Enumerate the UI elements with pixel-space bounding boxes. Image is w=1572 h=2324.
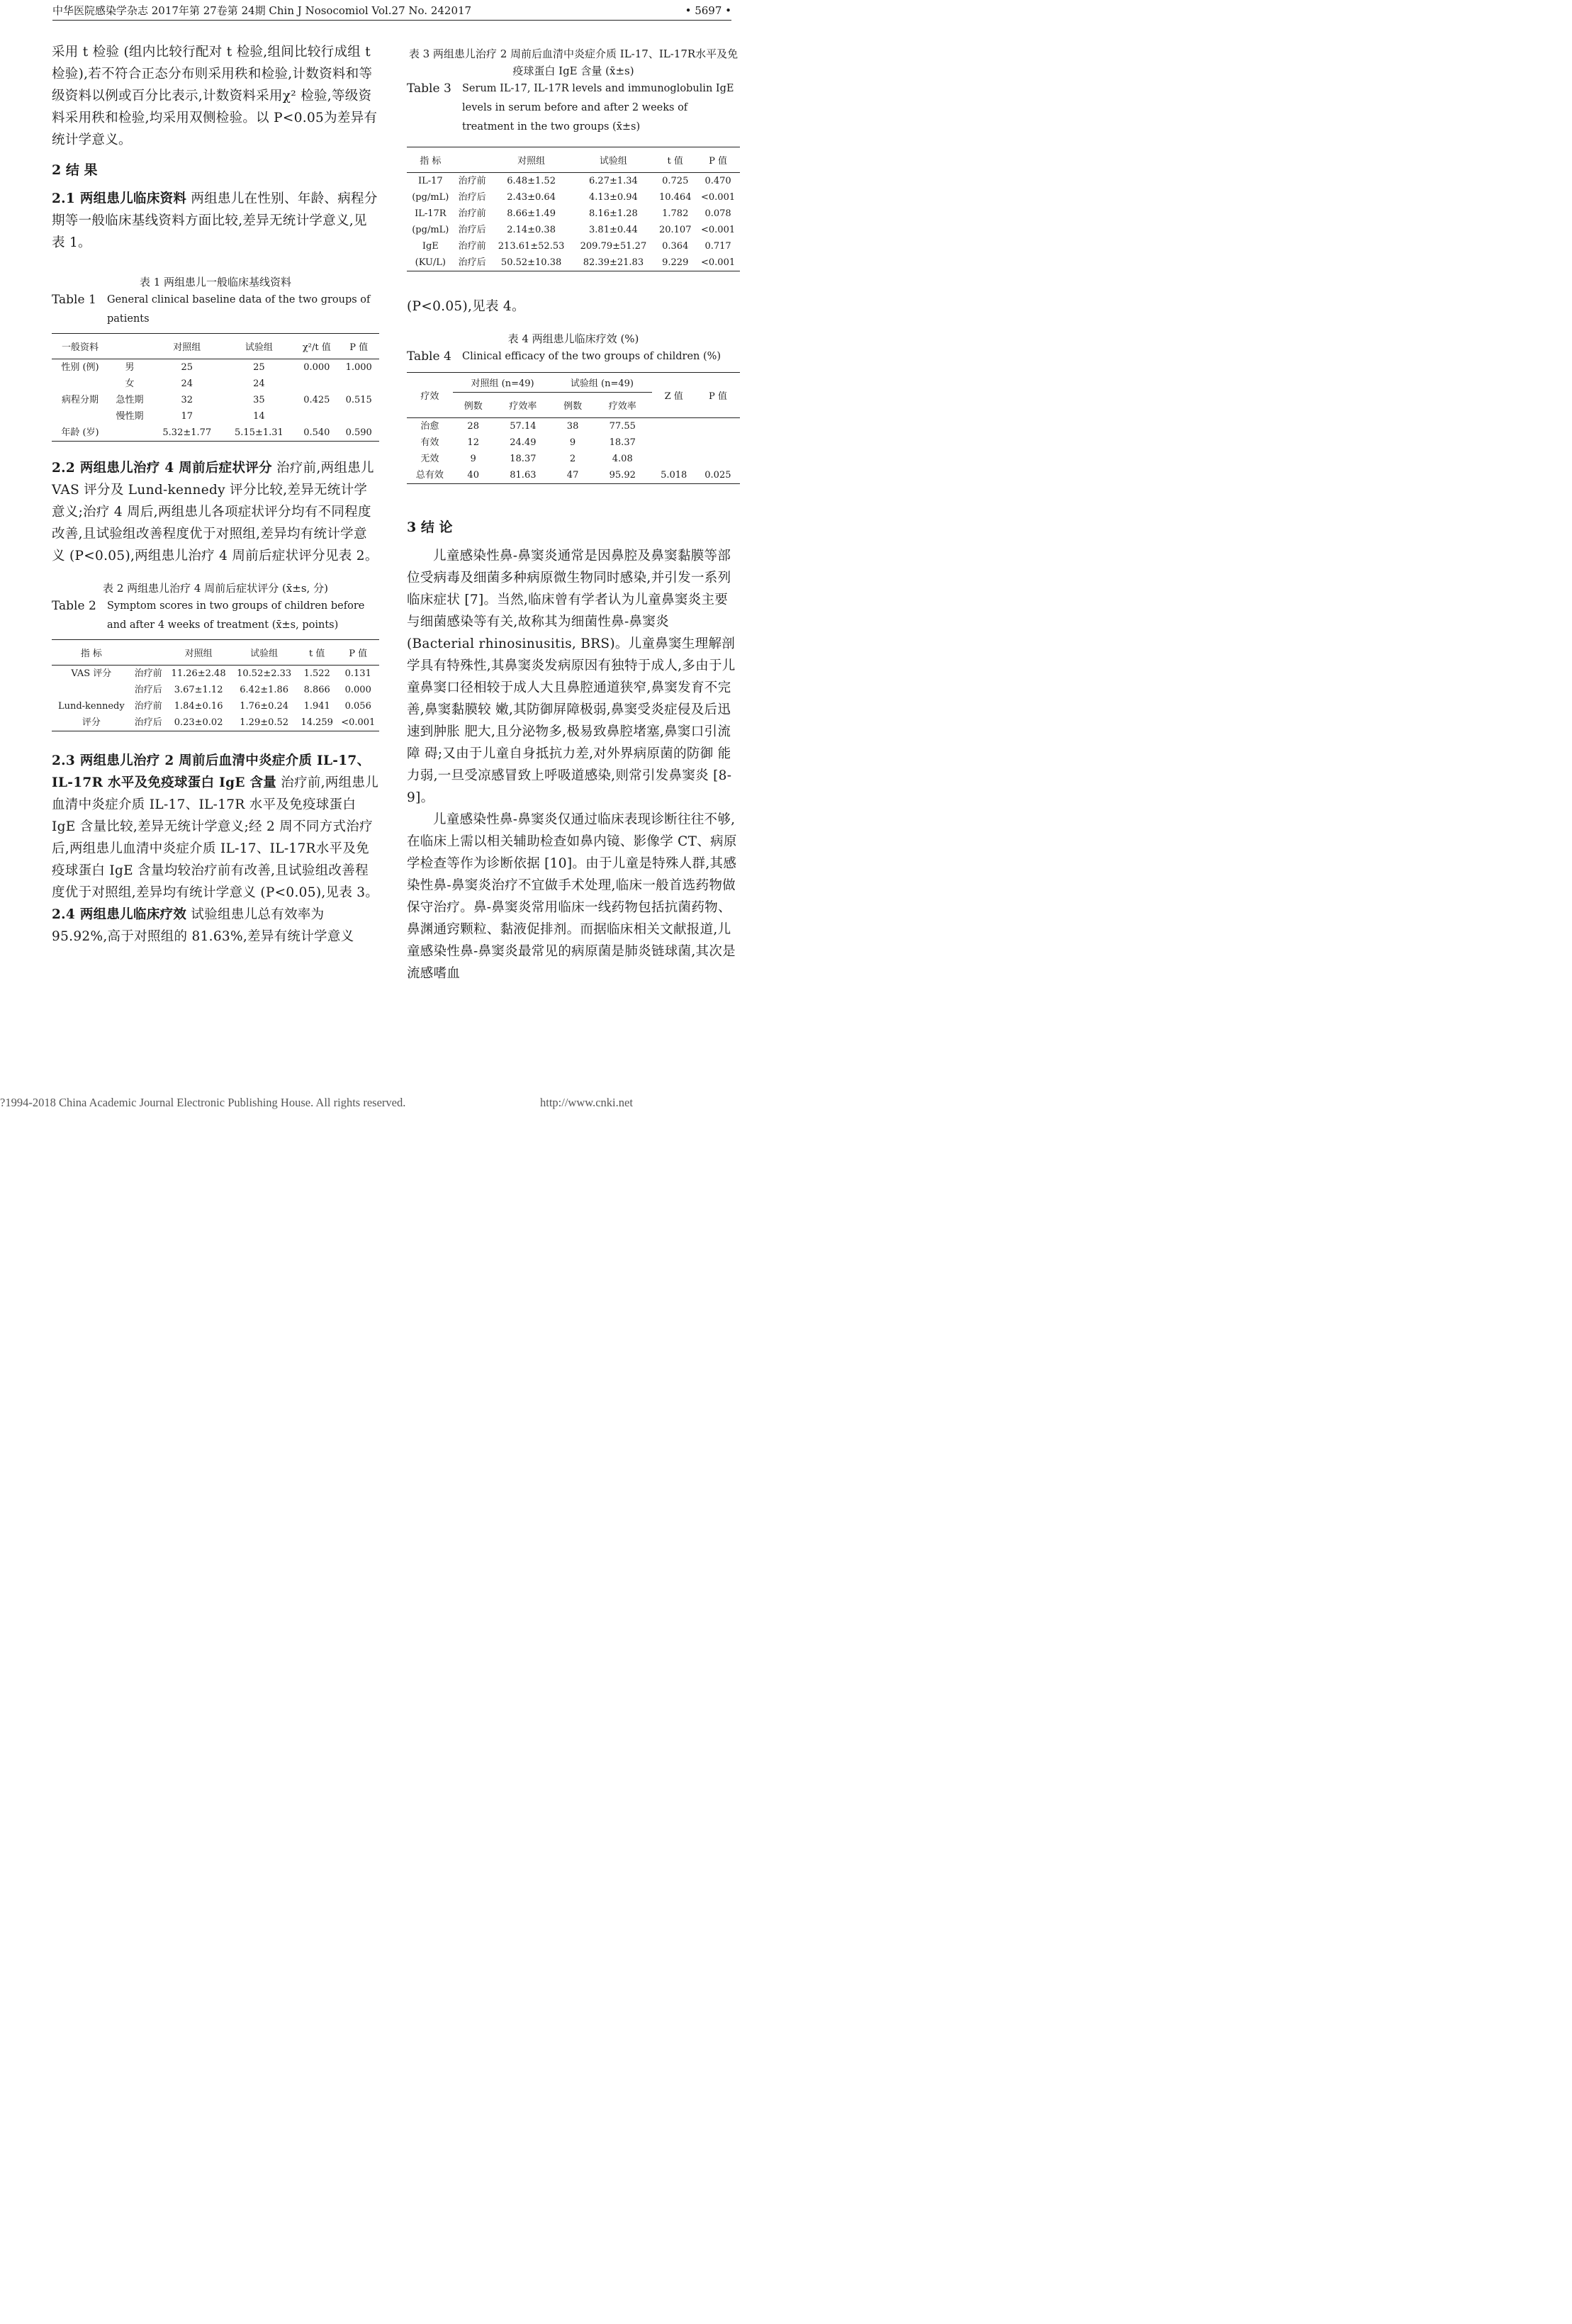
table-cell: 8.16±1.28 — [589, 208, 638, 219]
table-cell: 评分 — [52, 714, 131, 731]
table-caption-en-text: Symptom scores in two groups of children before and after 4 weeks of treatment (x̄±s, points) — [107, 600, 365, 631]
table-cell: 0.515 — [345, 395, 372, 405]
col-header: 对照组 — [151, 334, 223, 359]
table-cell: 治疗前 — [134, 701, 162, 712]
col-header: 试验组 — [231, 640, 297, 666]
subsection-text: 试验组患儿总有效率为 95.92%,高于对照组的 81.63%,差异有统计学意义 — [52, 907, 354, 944]
col-header: Z 值 — [652, 373, 696, 418]
col-header — [131, 640, 166, 666]
subsection-title: 2.1 两组患儿临床资料 — [52, 191, 187, 206]
table-cell: 6.27±1.34 — [589, 176, 638, 186]
section-heading-results: 2 结 果 — [52, 162, 98, 178]
col-subheader: 例数 — [453, 393, 494, 418]
table-4 — [407, 372, 740, 484]
table-cell — [696, 418, 740, 435]
table-cell: 25 — [181, 362, 193, 373]
table-cell: 0.425 — [303, 395, 330, 405]
col-header: 疗效 — [407, 373, 453, 418]
col-header: t 值 — [297, 640, 337, 666]
table-caption-en — [52, 597, 379, 635]
table-cell: 213.61±52.53 — [498, 241, 565, 252]
table-cell: 17 — [181, 411, 193, 422]
table-cell: 95.92 — [593, 467, 652, 484]
col-header — [108, 334, 151, 359]
table-cell: 0.725 — [662, 176, 689, 186]
table-cell: 47 — [552, 467, 593, 484]
table-cell: 35 — [253, 395, 265, 405]
table-cell: 有效 — [420, 437, 439, 448]
col-subheader: 例数 — [552, 393, 593, 418]
table-cell: 治疗前 — [458, 241, 486, 252]
table-cell: 2.14±0.38 — [507, 225, 556, 235]
subsection-text: 治疗前,两组患儿血清中炎症介质 IL-17、IL-17R 水平及免疫球蛋白 IgE 含量比较,差异无统计学意义;经 2 周不同方式治疗后,两组患儿血清中炎症介质 IL-17、IL-17R水平及免疫球蛋白 IgE 含量均较治疗前有改善,且试验组改善程度优于对照组,差异均有统计学意义 (P<0.05),见表 3。 — [52, 775, 379, 900]
col-header: 对照组 — [490, 147, 573, 173]
table-cell: 0.025 — [696, 467, 740, 484]
continued-text: (P<0.05),见表 4。 — [407, 299, 525, 314]
table-cell — [652, 451, 696, 467]
table-1-caption — [52, 274, 379, 329]
table-header-row — [407, 373, 740, 393]
subsection-2-1 — [52, 188, 379, 254]
table-cell: 18.37 — [609, 437, 636, 448]
table-cell: 6.48±1.52 — [507, 176, 556, 186]
table-cell: 病程分期 — [61, 395, 99, 405]
table-cell — [108, 425, 151, 442]
table-cell: 总有效 — [407, 467, 453, 484]
table-row — [407, 222, 740, 238]
page-number: • 5697 • — [685, 4, 731, 17]
table-cell: 治疗后 — [131, 714, 166, 731]
col-header: 指 标 — [52, 640, 131, 666]
table-3 — [407, 147, 740, 271]
table-row — [52, 408, 379, 425]
subsection-2-3 — [52, 750, 379, 904]
subsection-2-4 — [52, 904, 379, 948]
table-cell: 14 — [253, 411, 265, 422]
table-label: Table 3 — [407, 82, 451, 96]
table-cell: 1.941 — [303, 701, 330, 712]
table-cell: 1.76±0.24 — [240, 701, 289, 712]
left-column — [52, 41, 379, 948]
col-header: t 值 — [654, 147, 696, 173]
table-cell: (KU/L) — [407, 254, 454, 271]
running-header — [52, 3, 731, 21]
table-cell: 24.49 — [510, 437, 537, 448]
table-cell: 9 — [569, 437, 576, 448]
col-header: 指 标 — [407, 147, 454, 173]
table-cell: 24 — [181, 378, 193, 389]
table-label: Table 1 — [52, 293, 96, 307]
table-cell: 5.32±1.77 — [151, 425, 223, 442]
table-cell: 82.39±21.83 — [573, 254, 655, 271]
table-cell: 32 — [181, 395, 193, 405]
table-cell: 0.000 — [303, 362, 330, 373]
table-caption-cn: 表 1 两组患儿一般临床基线资料 — [139, 276, 292, 288]
table-caption-en — [52, 291, 379, 329]
table-cell: 0.364 — [662, 241, 689, 252]
table-row — [52, 376, 379, 392]
table-cell: 209.79±51.27 — [580, 241, 647, 252]
table-cell: 0.540 — [295, 425, 338, 442]
table-row — [52, 425, 379, 442]
table-cell: 11.26±2.48 — [171, 668, 226, 679]
journal-citation: 中华医院感染学杂志 2017年第 27卷第 24期 Chin J Nosocomiol Vol.27 No. 242017 — [52, 4, 472, 17]
table-cell: 治疗后 — [458, 192, 486, 203]
table-cell: 治疗后 — [134, 685, 162, 695]
table-header-row — [52, 640, 379, 666]
table-cell: Lund-kennedy — [57, 701, 125, 712]
table-cell: 急性期 — [116, 395, 144, 405]
table-cell: 3.67±1.12 — [174, 685, 223, 695]
table-cell: <0.001 — [696, 254, 740, 271]
table-cell: 4.13±0.94 — [589, 192, 638, 203]
table-cell — [52, 408, 108, 425]
table-cell: 50.52±10.38 — [490, 254, 573, 271]
table-cell: IgE — [422, 241, 439, 252]
table-caption-en-text: Serum IL-17, IL-17R levels and immunoglobulin IgE levels in serum before and after 2 weeks of treatment in the two groups (x̄±s) — [462, 83, 734, 133]
col-header: 试验组 — [573, 147, 655, 173]
table-caption-en — [407, 347, 740, 366]
table-cell: 0.000 — [344, 685, 371, 695]
table-cell: 0.131 — [344, 668, 371, 679]
table-cell: 77.55 — [609, 421, 636, 432]
col-header: P 值 — [338, 334, 379, 359]
table-cell — [52, 376, 108, 392]
table-cell — [696, 451, 740, 467]
col-subheader: 疗效率 — [593, 393, 652, 418]
table-4-caption — [407, 330, 740, 366]
col-subheader: 疗效率 — [494, 393, 553, 418]
table-cell: VAS 评分 — [71, 668, 112, 679]
table-cell: 1.522 — [303, 668, 330, 679]
col-header: 对照组 — [166, 640, 232, 666]
table-cell: 性别 (例) — [61, 362, 99, 373]
footer-url: http://www.cnki.net — [540, 1096, 633, 1109]
table-cell: 38 — [566, 421, 579, 432]
table-cell: 男 — [125, 362, 135, 373]
table-cell: <0.001 — [701, 225, 736, 235]
table-cell: 5.15±1.31 — [223, 425, 296, 442]
table-cell: 治愈 — [420, 421, 439, 432]
table-row — [407, 189, 740, 206]
table-cell: 0.23±0.02 — [166, 714, 232, 731]
table-cell — [652, 434, 696, 451]
subsection-text: 治疗前,两组患儿 VAS 评分及 Lund-kennedy 评分比较,差异无统计学意义;治疗 4 周后,两组患儿各项症状评分均有不同程度改善,且试验组改善程度优于对照组,差异均有统计学意义 (P<0.05),两组患儿治疗 4 周前后症状评分见表 2。 — [52, 461, 378, 563]
table-row — [52, 666, 379, 683]
table-cell: 8.866 — [303, 685, 330, 695]
conclusion-paragraph-1: 儿童感染性鼻-鼻窦炎通常是因鼻腔及鼻窦黏膜等部位受病毒及细菌多种病原微生物同时感染,并引发一系列临床症状 [7]。当然,临床曾有学者认为儿童鼻窦炎主要与细菌感染等有关,故称其为细菌性鼻-鼻窦炎 (Bacterial rhinosinusitis, BRS)。儿童鼻窦生理解剖学具有特殊性,其鼻窦炎发病原因有独特于成人,多由于儿童鼻窦口径相较于成人大且鼻腔通道狭窄,鼻窦发育不完善,鼻窦黏膜较 嫩,其防御屏障极弱,鼻窦受炎症侵及后迅速到肿胀 肥大,且分泌物多,极易致鼻腔堵塞,鼻窦口引流障 碍;又由于儿童自身抵抗力差,对外界病原菌的防御 能力弱,一旦受凉感冒致上呼吸道感染,则常引发鼻窦炎 [8-9]。 — [407, 549, 736, 805]
table-cell: 10.52±2.33 — [237, 668, 292, 679]
table-cell — [652, 418, 696, 435]
table-cell: (pg/mL) — [412, 225, 449, 235]
table-row — [407, 467, 740, 484]
table-label: Table 2 — [52, 599, 96, 613]
table-cell: 20.107 — [658, 225, 692, 235]
table-cell: 3.81±0.44 — [589, 225, 638, 235]
table-cell — [295, 376, 338, 392]
table-cell: <0.001 — [337, 714, 379, 731]
table-cell — [338, 408, 379, 425]
table-cell: 1.84±0.16 — [174, 701, 223, 712]
table-row — [52, 359, 379, 376]
subsection-text: 两组患儿在性别、年龄、病程分期等一般临床基线资料方面比较,差异无统计学意义,见表 1。 — [52, 191, 378, 250]
table-cell: 9 — [470, 454, 476, 464]
table-cell — [52, 682, 131, 698]
table-cell: 1.000 — [345, 362, 372, 373]
table-cell: 1.782 — [662, 208, 689, 219]
table-3-caption — [407, 45, 740, 137]
table-cell: 12 — [467, 437, 479, 448]
table-cell: 25 — [253, 362, 265, 373]
table-row — [407, 434, 740, 451]
table-cell: 9.229 — [654, 254, 696, 271]
subsection-title: 2.3 两组患儿治疗 2 周前后血清中炎症介质 IL-17、IL-17R 水平及免疫球蛋白 IgE 含量 — [52, 753, 371, 790]
table-cell: 0.056 — [344, 701, 371, 712]
table-caption-en-text: Clinical efficacy of the two groups of children (%) — [462, 351, 722, 362]
table-cell: 年龄 (岁) — [52, 425, 108, 442]
copyright-text: ?1994-2018 China Academic Journal Electronic Publishing House. All rights reserved. — [0, 1096, 406, 1109]
table-caption-cn: 表 4 两组患儿临床疗效 (%) — [507, 332, 639, 345]
table-cell: 治疗前 — [458, 176, 486, 186]
table-cell: 2 — [569, 454, 576, 464]
table-1 — [52, 333, 379, 442]
col-header: 试验组 — [223, 334, 296, 359]
col-header: P 值 — [337, 640, 379, 666]
col-header: 一般资料 — [52, 334, 108, 359]
table-cell: IL-17 — [417, 176, 443, 186]
table-row — [52, 698, 379, 714]
col-header: P 值 — [696, 147, 740, 173]
table-row — [407, 451, 740, 467]
table-cell: 18.37 — [510, 454, 537, 464]
table-cell: 28 — [467, 421, 479, 432]
table-cell: 0.470 — [704, 176, 731, 186]
table-caption-cn: 表 3 两组患儿治疗 2 周前后血清中炎症介质 IL-17、IL-17R水平及免疫球蛋白 IgE 含量 (x̄±s) — [408, 47, 739, 77]
table-caption-cn: 表 2 两组患儿治疗 4 周前后症状评分 (x̄±s, 分) — [103, 582, 328, 595]
table-cell: 无效 — [420, 454, 439, 464]
table-cell: 40 — [453, 467, 494, 484]
table-cell: 治疗后 — [458, 225, 486, 235]
table-row — [52, 714, 379, 731]
subsection-2-2 — [52, 457, 379, 567]
table-row — [407, 173, 740, 190]
table-cell: 10.464 — [658, 192, 692, 203]
table-cell — [338, 376, 379, 392]
table-cell: 81.63 — [494, 467, 553, 484]
table-cell: 6.42±1.86 — [240, 685, 289, 695]
table-cell: 1.29±0.52 — [231, 714, 297, 731]
table-row — [407, 206, 740, 222]
table-cell: 14.259 — [297, 714, 337, 731]
table-cell: 57.14 — [510, 421, 537, 432]
section-heading-conclusion: 3 结 论 — [407, 520, 453, 535]
table-cell: (pg/mL) — [412, 192, 449, 203]
table-row — [407, 418, 740, 435]
table-cell: 治疗后 — [454, 254, 490, 271]
col-header: 试验组 (n=49) — [552, 373, 651, 393]
table-cell: 5.018 — [652, 467, 696, 484]
table-cell: 2.43±0.64 — [507, 192, 556, 203]
table-2-caption — [52, 580, 379, 635]
table-label: Table 4 — [407, 349, 451, 364]
table-cell: 0.078 — [704, 208, 731, 219]
subsection-title: 2.2 两组患儿治疗 4 周前后症状评分 — [52, 461, 272, 476]
table-row — [407, 254, 740, 271]
table-cell — [696, 434, 740, 451]
table-cell: 4.08 — [612, 454, 633, 464]
table-cell: 8.66±1.49 — [507, 208, 556, 219]
table-cell: 治疗前 — [134, 668, 162, 679]
table-cell: 慢性期 — [116, 411, 144, 422]
col-header: χ²/t 值 — [295, 334, 338, 359]
table-caption-en — [407, 79, 740, 137]
table-row — [407, 238, 740, 254]
table-cell: 治疗前 — [458, 208, 486, 219]
col-header: 对照组 (n=49) — [453, 373, 552, 393]
table-2 — [52, 639, 379, 731]
table-cell — [295, 408, 338, 425]
table-cell: 0.717 — [704, 241, 731, 252]
table-row — [52, 682, 379, 698]
methods-paragraph: 采用 t 检验 (组内比较行配对 t 检验,组间比较行成组 t 检验),若不符合正态分布则采用秩和检验,计数资料和等级资料以例或百分比表示,计数资料采用χ² 检验,等级资料采用秩和检验,均采用双侧检验。以 P<0.05为差异有统计学意义。 — [52, 45, 378, 147]
subsection-title: 2.4 两组患儿临床疗效 — [52, 907, 187, 922]
table-cell: IL-17R — [415, 208, 447, 219]
col-header: P 值 — [696, 373, 740, 418]
table-header-row — [52, 334, 379, 359]
table-cell: <0.001 — [701, 192, 736, 203]
table-caption-en-text: General clinical baseline data of the two groups of patients — [107, 294, 371, 325]
col-header — [454, 147, 490, 173]
table-header-row — [407, 147, 740, 173]
table-row — [52, 392, 379, 408]
conclusion-paragraph-2: 儿童感染性鼻-鼻窦炎仅通过临床表现诊断往往不够,在临床上需以相关辅助检查如鼻内镜、影像学 CT、病原学检查等作为诊断依据 [10]。由于儿童是特殊人群,其感染性鼻-鼻窦炎治疗不宜做手术处理,临床一般首选药物做保守治疗。鼻-鼻窦炎常用临床一线药物包括抗菌药物、鼻渊通窍颗粒、黏液促排剂。而据临床相关文献报道,儿童感染性鼻-鼻窦炎最常见的病原菌是肺炎链球菌,其次是流感嗜血 — [407, 812, 737, 981]
table-cell: 0.590 — [338, 425, 379, 442]
right-column — [407, 45, 740, 984]
table-cell: 24 — [253, 378, 265, 389]
table-cell: 女 — [125, 378, 135, 389]
